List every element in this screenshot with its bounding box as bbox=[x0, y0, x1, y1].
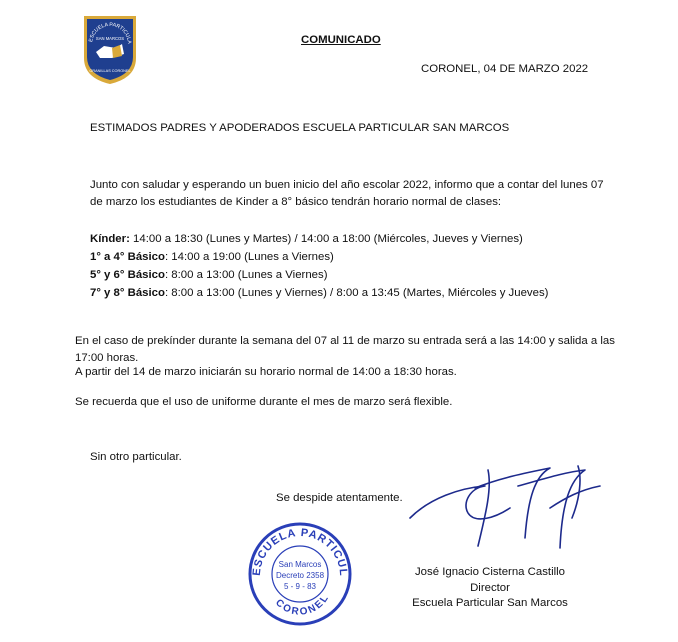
schedule-row bbox=[90, 231, 523, 249]
schedule-change-note: A partir del 14 de marzo iniciarán su horario normal de 14:00 a 18:30 horas. bbox=[75, 366, 457, 378]
school-stamp bbox=[241, 509, 354, 628]
uniform-note: Se recuerda que el uso de uniforme durante el mes de marzo será flexible. bbox=[75, 396, 453, 408]
signer-name: José Ignacio Cisterna Castillo bbox=[414, 566, 566, 578]
schedule-level: 1° a 4° Básico bbox=[90, 251, 165, 263]
schedule-hours: : 14:00 a 19:00 (Lunes a Viernes) bbox=[164, 251, 334, 263]
page-title: COMUNICADO bbox=[301, 34, 381, 46]
prekinder-paragraph: En el caso de prekínder durante la semana del 07 al 11 de marzo su entrada será a las 14:00 y salida a las 17:00 horas. bbox=[75, 335, 615, 364]
farewell-line: Se despide atentamente. bbox=[276, 492, 403, 504]
stamp-arc-text: ESCUELA PARTICULAR bbox=[241, 509, 350, 577]
schedule-level: 5° y 6° Básico bbox=[90, 269, 165, 281]
logo-arc-text: ESCUELA PARTICULAR bbox=[80, 10, 133, 45]
intro-paragraph: Junto con saludar y esperando un buen inicio del año escolar 2022, informo que a contar del lunes 07 de marzo los estudiantes de Kinder a 8° básico tendrán horario normal de clases: bbox=[90, 179, 604, 208]
school-logo bbox=[80, 10, 138, 86]
signature-block bbox=[395, 565, 585, 612]
salutation: ESTIMADOS PADRES Y APODERADOS ESCUELA PARTICULAR SAN MARCOS bbox=[90, 122, 510, 134]
schedule-level: Kínder: bbox=[90, 233, 130, 245]
closing-line: Sin otro particular. bbox=[90, 451, 182, 463]
schedule-level: 7° y 8° Básico bbox=[90, 287, 165, 299]
signer-role: Director bbox=[470, 581, 510, 594]
stamp-line-1: San Marcos bbox=[278, 560, 322, 569]
stamp-line-3: 5 - 9 - 83 bbox=[283, 582, 317, 591]
schedule-row bbox=[90, 249, 334, 267]
stamp-bottom-text: CORONEL bbox=[273, 591, 332, 618]
signer-organization: Escuela Particular San Marcos bbox=[412, 597, 568, 609]
logo-inner-text: SAN MARCOS bbox=[95, 36, 125, 41]
logo-bottom-text: GRANILLAS CORONEL bbox=[89, 69, 131, 73]
schedule-hours: : 8:00 a 13:00 (Lunes y Viernes) / 8:00 a 13:45 (Martes, Miércoles y Jueves) bbox=[164, 287, 549, 299]
schedule-hours: 14:00 a 18:30 (Lunes y Martes) / 14:00 a 18:00 (Miércoles, Jueves y Viernes) bbox=[129, 233, 523, 245]
schedule-hours: : 8:00 a 13:00 (Lunes a Viernes) bbox=[164, 269, 328, 281]
schedule-row bbox=[90, 285, 548, 303]
schedule-row bbox=[90, 267, 328, 285]
stamp-line-2: Decreto 2358 bbox=[275, 571, 325, 580]
handwritten-signature bbox=[400, 458, 610, 558]
document-date: CORONEL, 04 DE MARZO 2022 bbox=[421, 63, 589, 75]
